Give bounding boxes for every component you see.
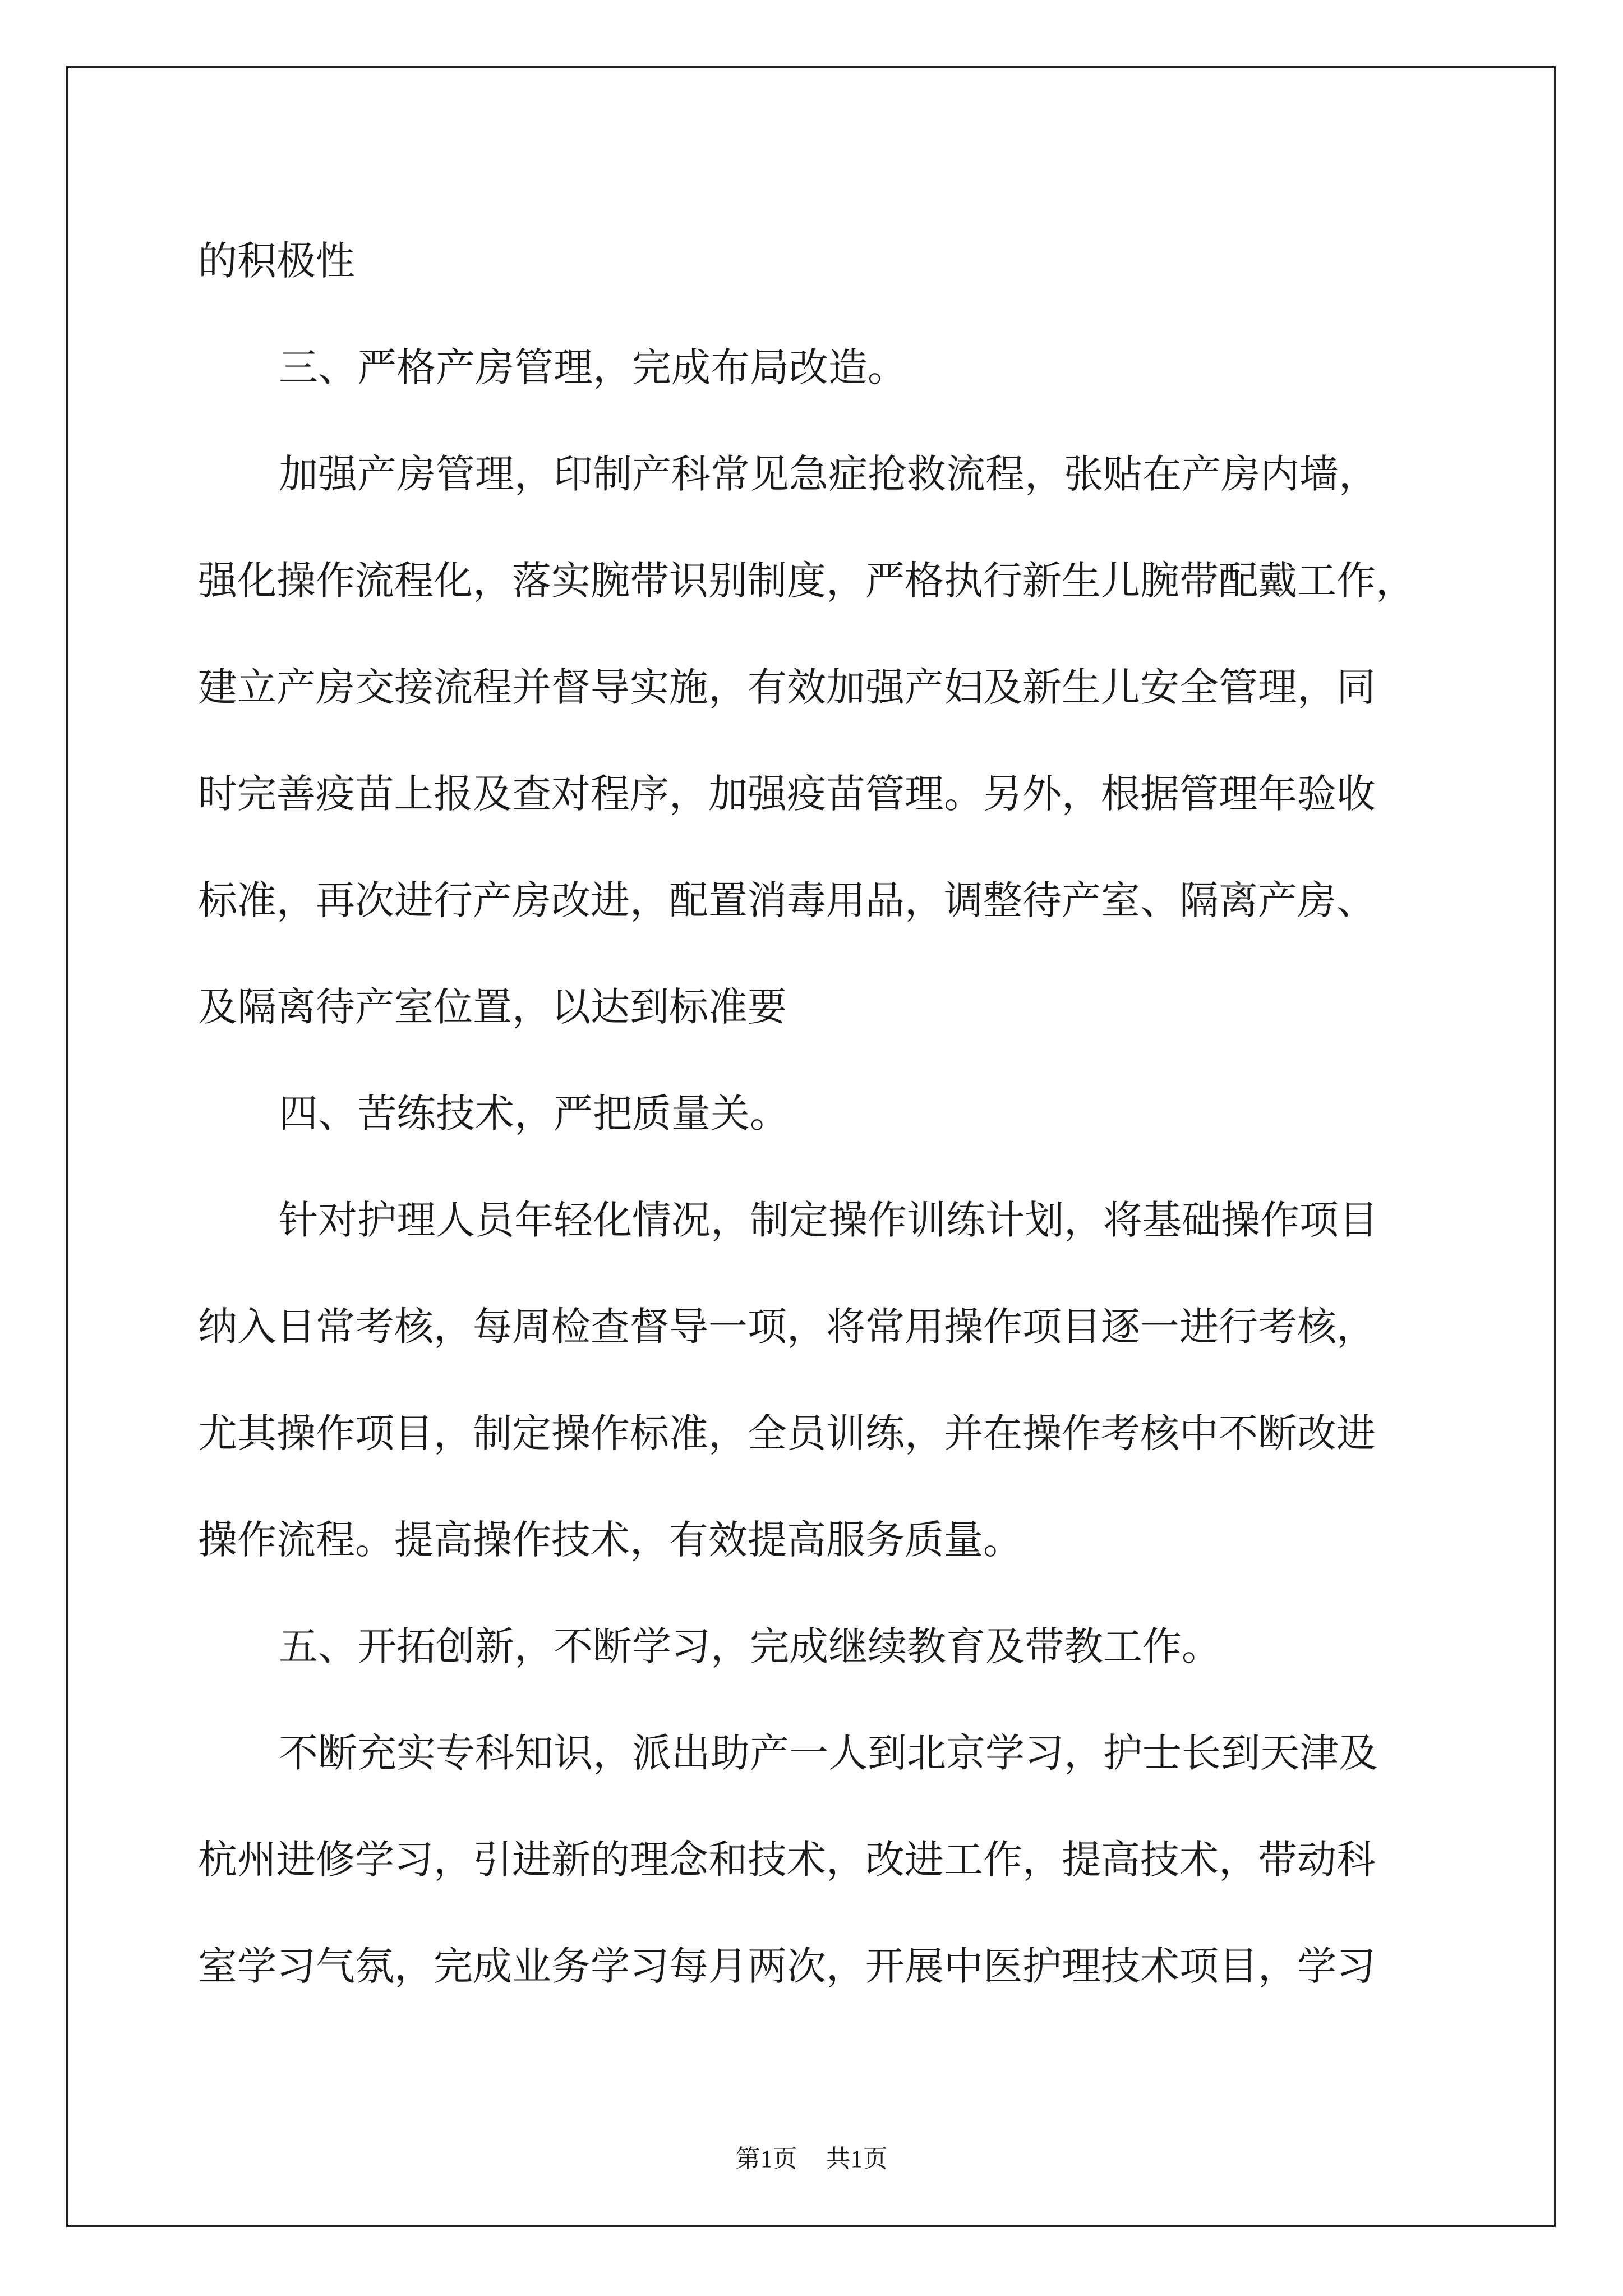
text-line: 标准，再次进行产房改进，配置消毒用品，调整待产室、隔离产房、 [198,877,1376,923]
text-line: 及隔离待产室位置，以达到标准要 [198,984,787,1030]
section-heading: 四、苦练技术，严把质量关。 [279,1091,789,1137]
text-line: 强化操作流程化，落实腕带识别制度，严格执行新生儿腕带配戴工作， [198,558,1415,604]
text-line: 针对护理人员年轻化情况，制定操作训练计划，将基础操作项目 [279,1197,1378,1243]
text-line: 操作流程。提高操作技术，有效提高服务质量。 [198,1517,1022,1563]
page-number: 第1页 [735,2145,797,2173]
document-body [198,208,1437,2019]
text-line: 杭州进修学习，引进新的理念和技术，改进工作，提高技术，带动科 [198,1837,1376,1883]
text-line: 的积极性 [198,238,355,284]
text-line: 不断充实专科知识，派出助产一人到北京学习，护士长到天津及 [279,1730,1378,1776]
text-line: 尤其操作项目，制定操作标准，全员训练，并在操作考核中不断改进 [198,1410,1376,1456]
text-line: 加强产房管理，印制产科常见急症抢救流程，张贴在产房内墙， [279,451,1378,497]
section-heading: 五、开拓创新，不断学习，完成继续教育及带教工作。 [279,1623,1221,1669]
text-line: 建立产房交接流程并督导实施，有效加强产妇及新生儿安全管理，同 [198,664,1376,710]
page-footer [0,2138,1623,2174]
page-total: 共1页 [826,2145,888,2173]
text-line: 纳入日常考核，每周检查督导一项，将常用操作项目逐一进行考核， [198,1304,1376,1350]
section-heading: 三、严格产房管理，完成布局改造。 [279,344,907,390]
text-line: 时完善疫苗上报及查对程序，加强疫苗管理。另外，根据管理年验收 [198,771,1376,817]
text-line: 室学习气氛，完成业务学习每月两次，开展中医护理技术项目，学习 [198,1943,1376,1989]
